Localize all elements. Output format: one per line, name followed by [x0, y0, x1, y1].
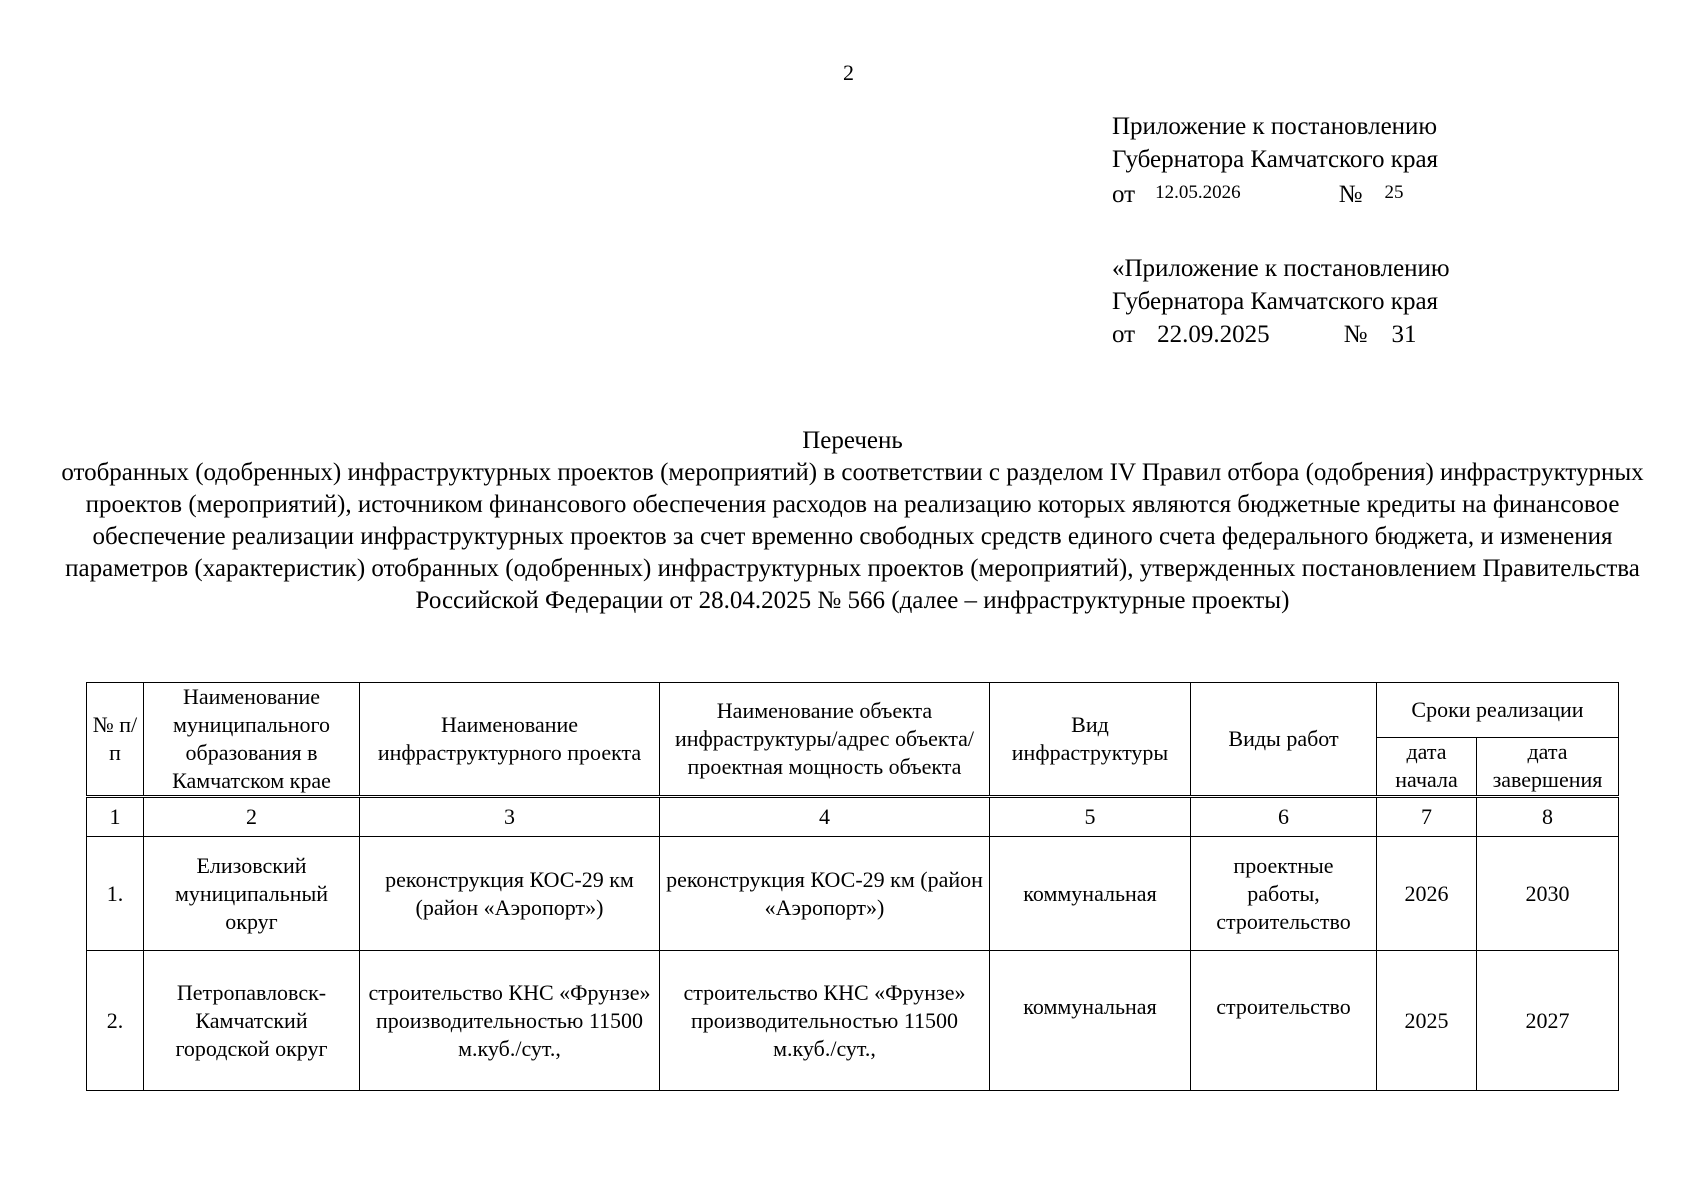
column-number: 2 [144, 797, 360, 837]
cell-num: 2. [87, 951, 144, 1091]
appendix-line1: Приложение к постановлению [1112, 113, 1438, 140]
cell-end: 2027 [1477, 951, 1619, 1091]
appendix-previous [1112, 252, 1450, 351]
appendix-current [1112, 110, 1438, 211]
cell-project: реконструкция КОС-29 км (район «Аэропорт») [360, 837, 660, 951]
appendix-line2: Губернатора Камчатского края [1112, 146, 1439, 173]
cell-object: реконструкция КОС-29 км (район «Аэропорт») [660, 837, 990, 951]
table-row [87, 837, 1619, 951]
column-number: 4 [660, 797, 990, 837]
column-number: 6 [1191, 797, 1377, 837]
cell-end: 2030 [1477, 837, 1619, 951]
page-number: 2 [843, 60, 854, 85]
table-row [87, 951, 1619, 1091]
appendix-date-line [1112, 176, 1438, 211]
document-subtitle: отобранных (одобренных) инфраструктурных проектов (мероприятий) в соответствии с разделом IV Правил отбора (одобрения) инфраструктурных проектов (мероприятий), источником финансового обеспечения расходов на реализацию которых являются бюджетные кредиты на финансовое обеспечение реализации инфраструктурных проектов за счет временно свободных средств единого счета федерального бюджета, и изменения параметров (характеристик) отобранных (одобренных) инфраструктурных проектов (мероприятий), утвержденных постановлением Правительства Российской Федерации от 28.04.2025 № 566 (далее – инфраструктурные проекты) [61, 459, 1644, 614]
cell-object: строительство КНС «Фрунзе» производительностью 11500 м.куб./сут., [660, 951, 990, 1091]
header-object: Наименование объекта инфраструктуры/адрес объекта/проектная мощность объекта [660, 683, 990, 797]
column-number: 1 [87, 797, 144, 837]
column-number: 7 [1377, 797, 1477, 837]
date-label: от [1112, 321, 1136, 348]
cell-works: строительство [1191, 951, 1377, 1091]
appendix-line2: Губернатора Камчатского края [1112, 288, 1439, 315]
appendix-number: 25 [1384, 182, 1404, 203]
header-infra-type: Вид инфраструктуры [990, 683, 1191, 797]
column-number: 5 [990, 797, 1191, 837]
header-num: № п/п [87, 683, 144, 797]
cell-project: строительство КНС «Фрунзе» производительностью 11500 м.куб./сут., [360, 951, 660, 1091]
header-terms: Сроки реализации [1377, 683, 1619, 738]
header-row [87, 683, 1619, 738]
appendix-date: 22.09.2025 [1157, 321, 1270, 348]
cell-start: 2025 [1377, 951, 1477, 1091]
column-numbers-row [87, 797, 1619, 837]
cell-infra-type: коммунальная [990, 837, 1191, 951]
header-end: дата завершения [1477, 737, 1619, 796]
cell-municipality: Петропавловск-Камчатский городской округ [144, 951, 360, 1091]
header-start: дата начала [1377, 737, 1477, 796]
header-municipality: Наименование муниципального образования в Камчатском крае [144, 683, 360, 797]
header-works: Виды работ [1191, 683, 1377, 797]
header-project: Наименование инфраструктурного проекта [360, 683, 660, 797]
appendix-line1: «Приложение к постановлению [1112, 255, 1450, 282]
column-number: 3 [360, 797, 660, 837]
cell-works: проектные работы, строительство [1191, 837, 1377, 951]
projects-table [86, 682, 1619, 1091]
number-label: № [1338, 181, 1363, 208]
number-label: № [1343, 321, 1368, 348]
cell-municipality: Елизовский муниципальный округ [144, 837, 360, 951]
cell-infra-type: коммунальная [990, 951, 1191, 1091]
cell-start: 2026 [1377, 837, 1477, 951]
document-title: Перечень [802, 427, 903, 454]
appendix-date: 12.05.2026 [1155, 182, 1241, 203]
date-label: от [1112, 181, 1136, 208]
column-number: 8 [1477, 797, 1619, 837]
cell-num: 1. [87, 837, 144, 951]
appendix-date-line [1112, 318, 1450, 351]
appendix-number: 31 [1391, 321, 1417, 348]
